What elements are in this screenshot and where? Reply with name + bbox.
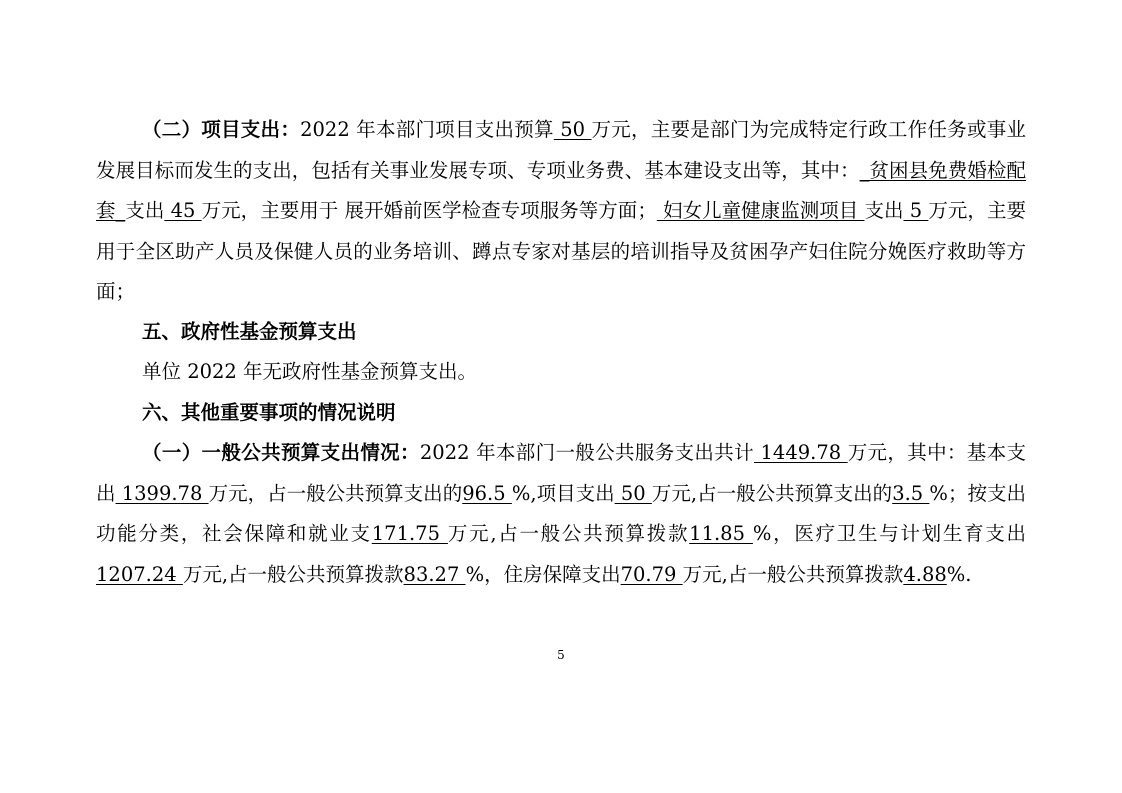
text-run: %.: [946, 562, 972, 586]
text-run: 万元，主要用于全区助产人员及保健人员的业务培训、蹲点专家对基层的培训指导及贫困孕产妇住院分娩医疗救助等方面；: [96, 199, 1026, 303]
general-budget-paragraph: [96, 433, 1026, 595]
text-run: 万元，主要是部门为完成特定行政工作任务或事业发展目标而发生的支出，包括有关事业发展专项、专项业务费、基本建设支出等，其中：: [96, 118, 1026, 182]
text-run: 支出: [125, 199, 165, 222]
underlined-value: 11.85: [689, 522, 753, 545]
text-run: %；按支出功能分类，社会保障和就业支: [96, 481, 1026, 545]
text-run: %,项目支出: [511, 481, 615, 505]
page-number: 5: [557, 648, 565, 662]
underlined-value: 50: [614, 481, 652, 505]
text-run: 万元,占一般公共预算支出的: [651, 481, 893, 505]
underlined-value: 5: [903, 199, 929, 222]
text-run: 支出: [864, 199, 904, 222]
underlined-project-name: _贫困县免费婚检配套_: [96, 158, 1026, 222]
underlined-value: 96.5: [462, 481, 512, 505]
text-run: 2022 年本部门项目支出预算: [300, 118, 554, 141]
underlined-value: 1399.78: [115, 481, 209, 505]
section-five-heading: 五、政府性基金预算支出: [142, 320, 357, 343]
underlined-value: 3.5: [892, 481, 930, 505]
underlined-project-name: 妇女儿童健康监测项目: [656, 199, 865, 222]
underlined-value: 70.79: [620, 562, 683, 586]
project-expenditure-paragraph: [96, 110, 1026, 313]
text-run: 万元,占一般公共预算拨款: [682, 562, 904, 586]
text-run: 万元，占一般公共预算支出的: [208, 481, 463, 505]
underlined-value: 171.75: [371, 522, 448, 545]
underlined-value: 4.88: [903, 562, 947, 586]
underlined-value: 1449.78: [753, 441, 848, 464]
underlined-value: 50: [553, 118, 592, 141]
underlined-value: 83.27: [403, 562, 466, 586]
section-five-text: 单位 2022 年无政府性基金预算支出。: [142, 360, 478, 383]
underlined-value: 1207.24: [96, 562, 183, 586]
project-expenditure-heading: （二）项目支出：: [142, 118, 301, 141]
text-run: %，住房保障支出: [465, 562, 621, 586]
general-budget-heading: （一）一般公共预算支出情况：: [142, 441, 420, 464]
text-run: 万元，主要用于 展开婚前医学检查专项服务等方面；: [201, 199, 657, 222]
text-run: 2022 年本部门一般公共服务支出共计: [419, 441, 754, 464]
text-run: 万元，其中：基本支出: [96, 441, 1026, 505]
section-six-heading: 六、其他重要事项的情况说明: [142, 401, 396, 424]
text-run: 万元,占一般公共预算拨款: [182, 562, 404, 586]
text-run: 万元,占一般公共预算拨款: [447, 522, 690, 545]
underlined-value: 45: [164, 199, 202, 222]
text-run: %，医疗卫生与计划生育支出: [752, 522, 1026, 545]
